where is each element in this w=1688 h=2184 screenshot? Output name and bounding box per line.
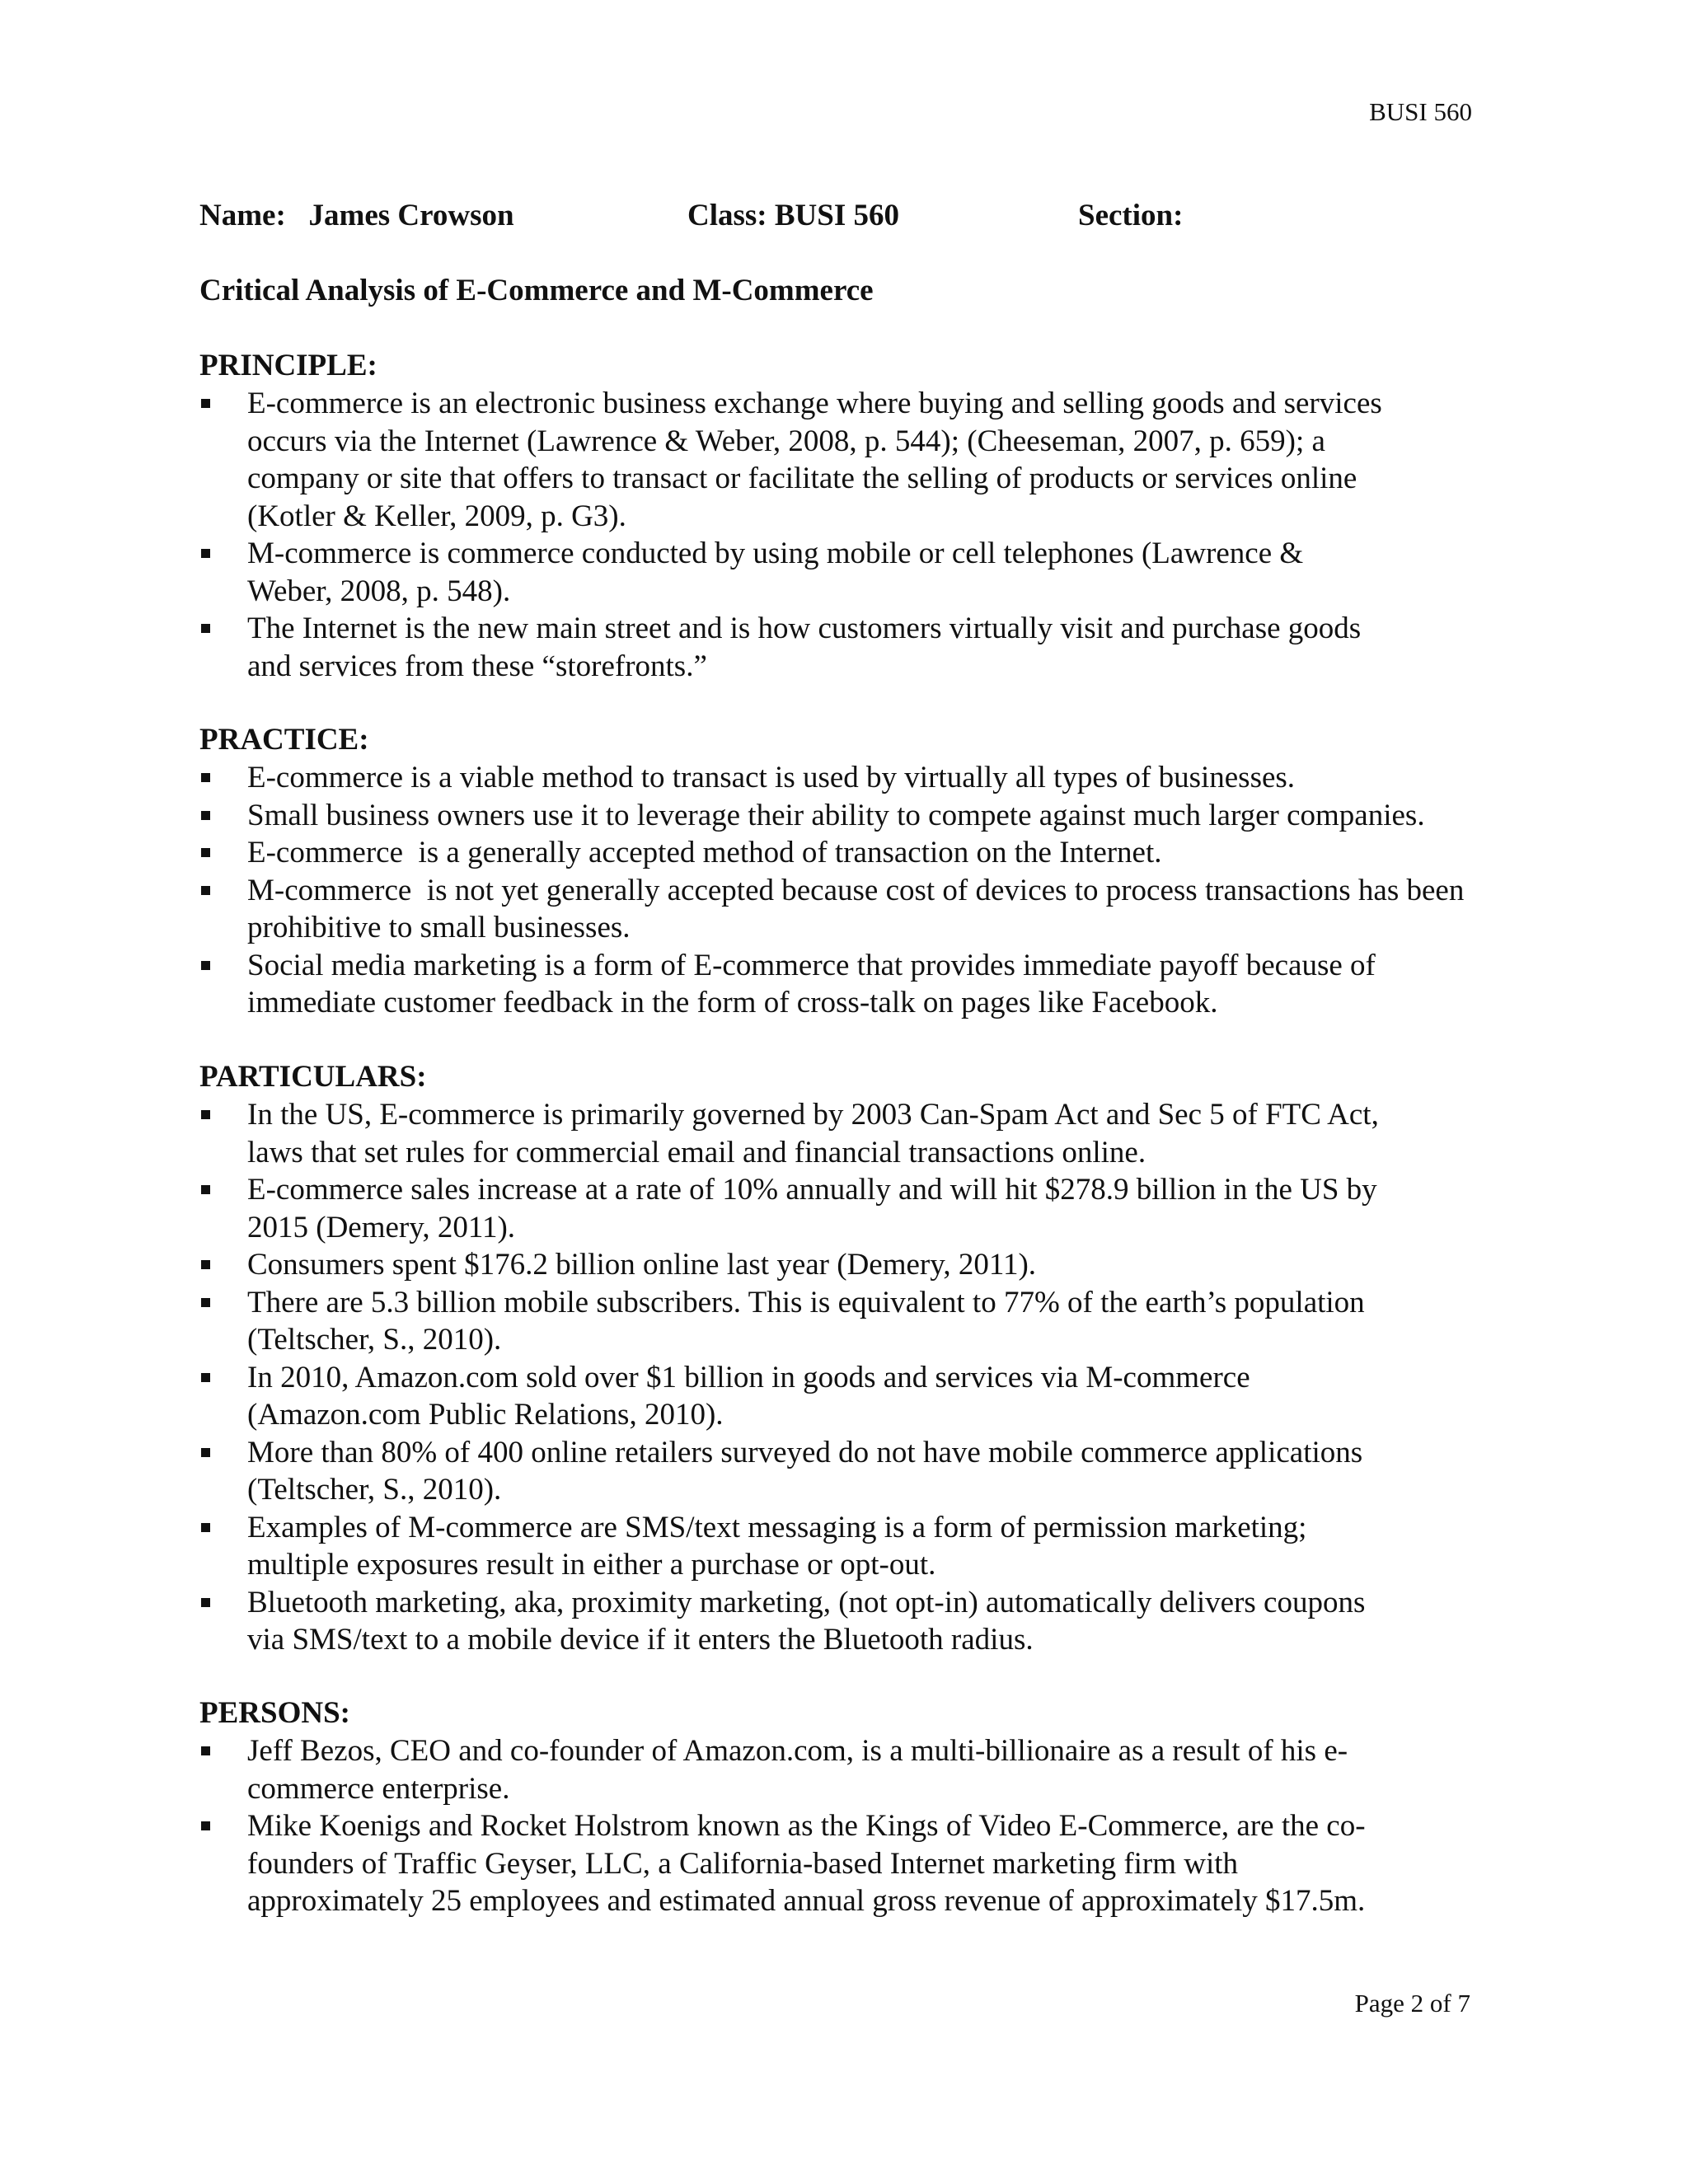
list-item-text: (Teltscher, S., 2010). (247, 1473, 502, 1507)
square-bullet-icon (201, 1373, 210, 1382)
square-bullet-icon (201, 1260, 210, 1269)
class-field: Class: BUSI 560 (687, 199, 899, 232)
section-heading: PERSONS: (199, 1696, 350, 1730)
square-bullet-icon (201, 848, 210, 857)
square-bullet-icon (201, 1598, 210, 1607)
list-item-text: In 2010, Amazon.com sold over $1 billion in goods and services via M-commerce (247, 1360, 1250, 1394)
running-header: BUSI 560 (1369, 97, 1472, 126)
list-item (199, 1434, 1584, 1509)
list-item-text: (Kotler & Keller, 2009, p. G3). (247, 499, 626, 533)
document-title: Critical Analysis of E-Commerce and M-Commerce (199, 274, 874, 307)
square-bullet-icon (201, 1185, 210, 1194)
list-item-text: Small business owners use it to leverage their ability to compete against much larger companies. (247, 798, 1425, 832)
list-item (199, 1171, 1584, 1246)
list-item-text: In the US, E-commerce is primarily governed by 2003 Can-Spam Act and Sec 5 of FTC Act, (247, 1098, 1379, 1132)
list-item-text: There are 5.3 billion mobile subscribers. This is equivalent to 77% of the earth’s population (247, 1285, 1365, 1319)
square-bullet-icon (201, 1448, 210, 1457)
list-item-text: immediate customer feedback in the form of cross-talk on pages like Facebook. (247, 986, 1218, 1019)
list-item-text: E-commerce is an electronic business exchange where buying and selling goods and services (247, 387, 1382, 420)
student-info-row (199, 198, 1518, 237)
list-item (199, 1509, 1584, 1584)
section-practice (199, 721, 1584, 1022)
list-item-text: Social media marketing is a form of E-commerce that provides immediate payoff because of (247, 948, 1376, 982)
bullet-list (199, 1096, 1584, 1659)
list-item-text: prohibitive to small businesses. (247, 911, 631, 944)
list-item (199, 385, 1584, 535)
section-field: Section: (1078, 199, 1184, 232)
list-item (199, 1732, 1584, 1807)
list-item (199, 1284, 1584, 1359)
square-bullet-icon (201, 811, 210, 820)
list-item-text: 2015 (Demery, 2011). (247, 1210, 516, 1244)
bullet-list (199, 385, 1584, 685)
square-bullet-icon (201, 624, 210, 633)
list-item-text: founders of Traffic Geyser, LLC, a California-based Internet marketing firm with (247, 1846, 1239, 1881)
list-item-text: Mike Koenigs and Rocket Holstrom known as the Kings of Video E-Commerce, are the co- (247, 1809, 1366, 1843)
list-item-text: M-commerce is commerce conducted by using mobile or cell telephones (Lawrence & (247, 537, 1304, 570)
list-item-text: E-commerce sales increase at a rate of 10% annually and will hit $278.9 billion in the US by (247, 1173, 1377, 1207)
list-item (199, 535, 1584, 610)
list-item-text: (Teltscher, S., 2010). (247, 1323, 502, 1357)
square-bullet-icon (201, 1821, 210, 1830)
square-bullet-icon (201, 1523, 210, 1532)
list-item (199, 1584, 1584, 1659)
section-principle (199, 347, 1584, 685)
list-item-text: Weber, 2008, p. 548). (247, 574, 511, 608)
list-item (199, 1359, 1584, 1434)
list-item-text: The Internet is the new main street and is how customers virtually visit and purchase goods (247, 612, 1362, 645)
list-item-text: Bluetooth marketing, aka, proximity marketing, (not opt-in) automatically delivers coupons (247, 1585, 1366, 1619)
list-item-text: E-commerce is a generally accepted method of transaction on the Internet. (247, 836, 1162, 869)
section-heading: PRINCIPLE: (199, 349, 377, 382)
list-item-text: occurs via the Internet (Lawrence & Weber, 2008, p. 544); (Cheeseman, 2007, p. 659); a (247, 424, 1325, 458)
square-bullet-icon (201, 399, 210, 408)
list-item-text: via SMS/text to a mobile device if it enters the Bluetooth radius. (247, 1623, 1034, 1657)
list-item-text: laws that set rules for commercial email and financial transactions online. (247, 1135, 1146, 1169)
list-item-text: Consumers spent $176.2 billion online last year (Demery, 2011). (247, 1248, 1037, 1282)
list-item (199, 1096, 1584, 1171)
page-number: Page 2 of 7 (1354, 1989, 1470, 2018)
section-heading: PARTICULARS: (199, 1060, 427, 1094)
square-bullet-icon (201, 773, 210, 782)
section-persons (199, 1694, 1584, 1920)
list-item-text: (Amazon.com Public Relations, 2010). (247, 1398, 724, 1432)
list-item (199, 759, 1584, 797)
square-bullet-icon (201, 549, 210, 558)
list-item (199, 834, 1584, 872)
list-item (199, 610, 1584, 685)
bullet-list (199, 1732, 1584, 1920)
list-item-text: Jeff Bezos, CEO and co-founder of Amazon.com, is a multi-billionaire as a result of his e- (247, 1734, 1348, 1768)
square-bullet-icon (201, 961, 210, 970)
student-name: Name: James Crowson (199, 199, 514, 232)
list-item (199, 1807, 1584, 1920)
square-bullet-icon (201, 1298, 210, 1307)
list-item-text: E-commerce is a viable method to transact is used by virtually all types of businesses. (247, 761, 1296, 794)
list-item-text: commerce enterprise. (247, 1771, 510, 1806)
list-item-text: and services from these “storefronts.” (247, 649, 707, 683)
square-bullet-icon (201, 886, 210, 895)
bullet-list (199, 759, 1584, 1022)
list-item-text: company or site that offers to transact or facilitate the selling of products or services online (247, 462, 1357, 495)
section-heading: PRACTICE: (199, 723, 369, 757)
list-item-text: multiple exposures result in either a purchase or opt-out. (247, 1548, 936, 1582)
list-item (199, 872, 1584, 947)
list-item-text: Examples of M-commerce are SMS/text messaging is a form of permission marketing; (247, 1510, 1307, 1544)
list-item-text: approximately 25 employees and estimated annual gross revenue of approximately $17.5m. (247, 1884, 1366, 1918)
section-particulars (199, 1058, 1584, 1659)
list-item-text: M-commerce is not yet generally accepted because cost of devices to process transactions has been (247, 873, 1465, 907)
square-bullet-icon (201, 1746, 210, 1755)
square-bullet-icon (201, 1110, 210, 1119)
list-item (199, 947, 1584, 1022)
list-item (199, 797, 1584, 835)
list-item (199, 1246, 1584, 1284)
list-item-text: More than 80% of 400 online retailers surveyed do not have mobile commerce applications (247, 1435, 1363, 1469)
